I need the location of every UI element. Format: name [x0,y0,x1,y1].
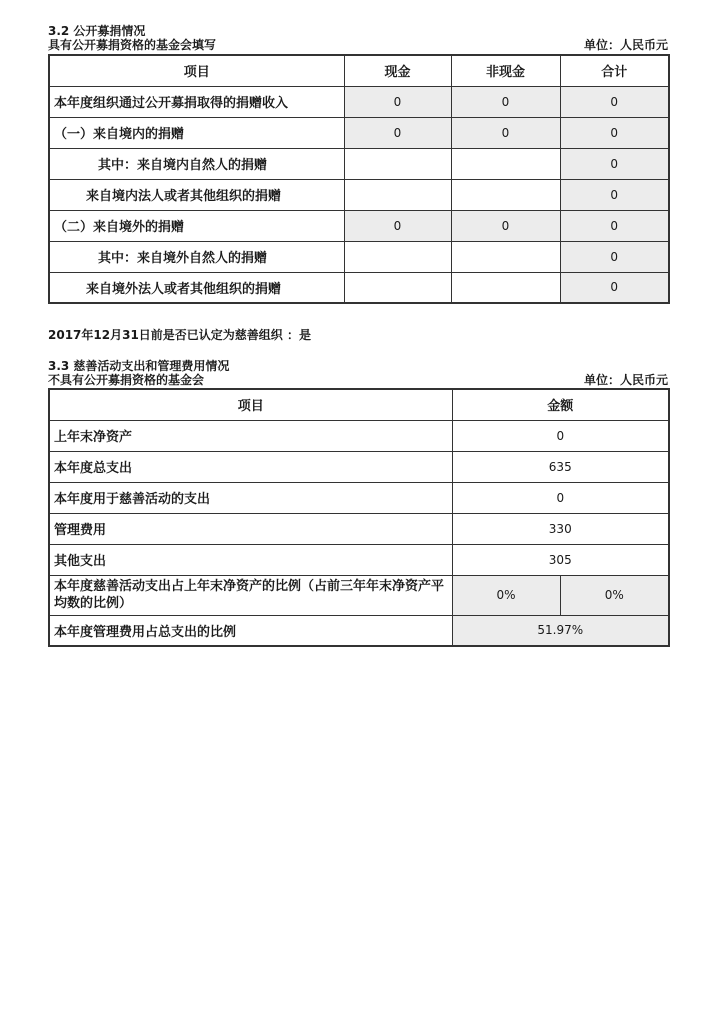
table-row [49,575,669,615]
total-cell: 0 [560,241,669,272]
header-item: 项目 [49,389,452,420]
row-label: 本年度用于慈善活动的支出 [49,482,452,513]
amount-cell: 305 [452,544,669,575]
header-item: 项目 [49,55,344,86]
table-header [49,55,669,86]
cash-cell: 0 [344,86,451,117]
header-cash: 现金 [344,55,451,86]
cash-cell [344,148,451,179]
section-title: 3.3 慈善活动支出和管理费用情况 [48,359,230,373]
row-label: 来自境外法人或者其他组织的捐赠 [49,272,344,303]
noncash-cell [451,148,560,179]
table-row [49,241,669,272]
table-row [49,210,669,241]
table-row [49,86,669,117]
table-row [49,513,669,544]
unit-label: 单位：人民币元 [583,373,668,387]
table-row [49,179,669,210]
noncash-cell [451,272,560,303]
row-label: 来自境内法人或者其他组织的捐赠 [49,179,344,210]
ratio-cell: 0% [452,575,560,615]
noncash-cell [451,179,560,210]
cash-cell [344,179,451,210]
row-label: （二）来自境外的捐赠 [49,210,344,241]
charity-expense-table [48,388,670,647]
ratio-cell: 0% [560,575,669,615]
section-subtitle: 具有公开募捐资格的基金会填写 [48,38,217,52]
row-label: （一）来自境内的捐赠 [49,117,344,148]
table-row [49,482,669,513]
section-subtitle: 不具有公开募捐资格的基金会 [48,373,205,387]
cash-cell: 0 [344,117,451,148]
total-cell: 0 [560,272,669,303]
noncash-cell: 0 [451,210,560,241]
cash-cell [344,241,451,272]
public-fundraising-table [48,54,670,304]
row-label: 上年末净资产 [49,420,452,451]
ratio-cell: 51.97% [452,615,669,646]
total-cell: 0 [560,179,669,210]
table-row [49,148,669,179]
row-label: 其他支出 [49,544,452,575]
amount-cell: 330 [452,513,669,544]
table-row [49,117,669,148]
header-noncash: 非现金 [451,55,560,86]
total-cell: 0 [560,117,669,148]
table-row [49,544,669,575]
table-header [49,389,669,420]
recognition-statement: 2017年12月31日前是否已认定为慈善组织 ：是 [48,328,311,342]
unit-label: 单位：人民币元 [583,38,668,52]
table-row [49,615,669,646]
header-amount: 金额 [452,389,669,420]
amount-cell: 0 [452,420,669,451]
amount-cell: 635 [452,451,669,482]
section-title: 3.2 公开募捐情况 [48,24,146,38]
row-label: 其中：来自境内自然人的捐赠 [49,148,344,179]
row-label: 本年度慈善活动支出占上年末净资产的比例（占前三年年末净资产平均数的比例） [49,575,452,615]
amount-cell: 0 [452,482,669,513]
row-label: 本年度管理费用占总支出的比例 [49,615,452,646]
cash-cell: 0 [344,210,451,241]
row-label: 本年度总支出 [49,451,452,482]
row-label: 本年度组织通过公开募捐取得的捐赠收入 [49,86,344,117]
noncash-cell: 0 [451,86,560,117]
total-cell: 0 [560,210,669,241]
table-row [49,420,669,451]
total-cell: 0 [560,86,669,117]
table-row [49,451,669,482]
cash-cell [344,272,451,303]
total-cell: 0 [560,148,669,179]
header-total: 合计 [560,55,669,86]
row-label: 其中：来自境外自然人的捐赠 [49,241,344,272]
table-row [49,272,669,303]
noncash-cell [451,241,560,272]
noncash-cell: 0 [451,117,560,148]
row-label: 管理费用 [49,513,452,544]
